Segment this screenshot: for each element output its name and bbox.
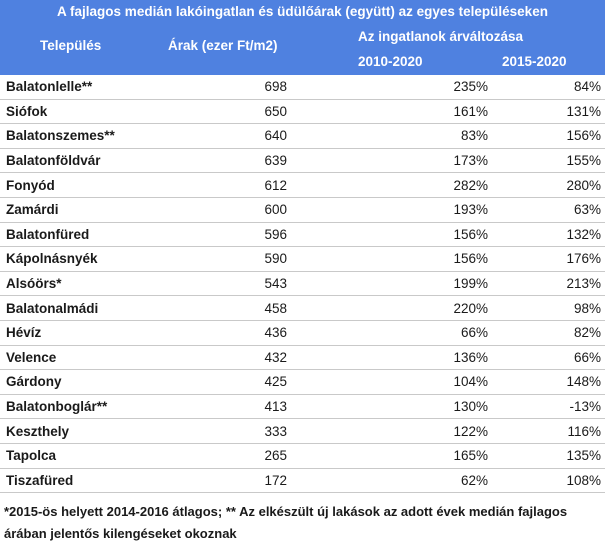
price-cell: 436	[170, 320, 300, 345]
price-cell: 543	[170, 271, 300, 296]
table-body	[0, 75, 605, 493]
change-2015-2020-cell: 280%	[500, 173, 605, 198]
change-2010-2020-cell: 220%	[300, 296, 500, 321]
table-row	[0, 419, 605, 444]
table-row	[0, 394, 605, 419]
change-2010-2020-cell: 199%	[300, 271, 500, 296]
table-row	[0, 271, 605, 296]
price-cell: 333	[170, 419, 300, 444]
change-2015-2020-cell: 148%	[500, 370, 605, 395]
table-row	[0, 124, 605, 149]
settlement-cell: Balatonföldvár	[0, 148, 170, 173]
change-2010-2020-cell: 104%	[300, 370, 500, 395]
table-row	[0, 370, 605, 395]
header-period-2015-2020: 2015-2020	[502, 54, 567, 69]
change-2015-2020-cell: 135%	[500, 443, 605, 468]
change-2015-2020-cell: 116%	[500, 419, 605, 444]
change-2010-2020-cell: 62%	[300, 468, 500, 493]
table-row	[0, 345, 605, 370]
table-row	[0, 173, 605, 198]
table-row	[0, 197, 605, 222]
price-cell: 432	[170, 345, 300, 370]
settlement-cell: Balatonfüred	[0, 222, 170, 247]
price-cell: 640	[170, 124, 300, 149]
price-cell: 698	[170, 75, 300, 99]
change-2010-2020-cell: 165%	[300, 443, 500, 468]
table-row	[0, 443, 605, 468]
settlement-cell: Balatonszemes**	[0, 124, 170, 149]
price-cell: 590	[170, 247, 300, 272]
table-row	[0, 468, 605, 493]
table-title: A fajlagos medián lakóingatlan és üdülőárak (együtt) az egyes településeken	[57, 4, 548, 19]
settlement-cell: Alsóörs*	[0, 271, 170, 296]
change-2015-2020-cell: 84%	[500, 75, 605, 99]
change-2015-2020-cell: 132%	[500, 222, 605, 247]
price-cell: 172	[170, 468, 300, 493]
change-2010-2020-cell: 282%	[300, 173, 500, 198]
change-2015-2020-cell: -13%	[500, 394, 605, 419]
settlement-cell: Hévíz	[0, 320, 170, 345]
table-row	[0, 247, 605, 272]
header-period-2010-2020: 2010-2020	[358, 54, 423, 69]
price-cell: 600	[170, 197, 300, 222]
header-settlement: Település	[40, 38, 102, 53]
settlement-cell: Balatonalmádi	[0, 296, 170, 321]
settlement-cell: Balatonlelle**	[0, 75, 170, 99]
settlement-cell: Zamárdi	[0, 197, 170, 222]
settlement-cell: Fonyód	[0, 173, 170, 198]
settlement-cell: Balatonboglár**	[0, 394, 170, 419]
change-2010-2020-cell: 83%	[300, 124, 500, 149]
table-row	[0, 75, 605, 99]
change-2015-2020-cell: 98%	[500, 296, 605, 321]
settlement-cell: Velence	[0, 345, 170, 370]
settlement-cell: Kápolnásnyék	[0, 247, 170, 272]
settlement-cell: Keszthely	[0, 419, 170, 444]
change-2010-2020-cell: 156%	[300, 222, 500, 247]
change-2010-2020-cell: 193%	[300, 197, 500, 222]
price-cell: 425	[170, 370, 300, 395]
settlement-cell: Tapolca	[0, 443, 170, 468]
change-2010-2020-cell: 161%	[300, 99, 500, 124]
price-cell: 458	[170, 296, 300, 321]
price-cell: 596	[170, 222, 300, 247]
table-header	[0, 0, 605, 75]
change-2015-2020-cell: 176%	[500, 247, 605, 272]
table-row	[0, 296, 605, 321]
change-2010-2020-cell: 156%	[300, 247, 500, 272]
footnote: *2015-ös helyett 2014-2016 átlagos; ** Az elkészült új lakások az adott évek medián fajlagos árában jelentős kilengéseket okoznak	[4, 504, 568, 542]
change-2015-2020-cell: 63%	[500, 197, 605, 222]
table-row	[0, 222, 605, 247]
table-row	[0, 320, 605, 345]
table-row	[0, 99, 605, 124]
data-table	[0, 75, 605, 493]
change-2015-2020-cell: 66%	[500, 345, 605, 370]
change-2015-2020-cell: 156%	[500, 124, 605, 149]
settlement-cell: Gárdony	[0, 370, 170, 395]
price-cell: 612	[170, 173, 300, 198]
price-cell: 265	[170, 443, 300, 468]
change-2015-2020-cell: 131%	[500, 99, 605, 124]
change-2010-2020-cell: 235%	[300, 75, 500, 99]
settlement-cell: Siófok	[0, 99, 170, 124]
change-2015-2020-cell: 155%	[500, 148, 605, 173]
price-cell: 650	[170, 99, 300, 124]
change-2010-2020-cell: 130%	[300, 394, 500, 419]
change-2015-2020-cell: 82%	[500, 320, 605, 345]
change-2015-2020-cell: 213%	[500, 271, 605, 296]
change-2010-2020-cell: 136%	[300, 345, 500, 370]
table-row	[0, 148, 605, 173]
change-2010-2020-cell: 122%	[300, 419, 500, 444]
price-cell: 413	[170, 394, 300, 419]
change-2010-2020-cell: 173%	[300, 148, 500, 173]
settlement-cell: Tiszafüred	[0, 468, 170, 493]
change-2010-2020-cell: 66%	[300, 320, 500, 345]
change-2015-2020-cell: 108%	[500, 468, 605, 493]
header-price: Árak (ezer Ft/m2)	[168, 38, 278, 53]
price-cell: 639	[170, 148, 300, 173]
header-price-change: Az ingatlanok árváltozása	[358, 29, 524, 44]
